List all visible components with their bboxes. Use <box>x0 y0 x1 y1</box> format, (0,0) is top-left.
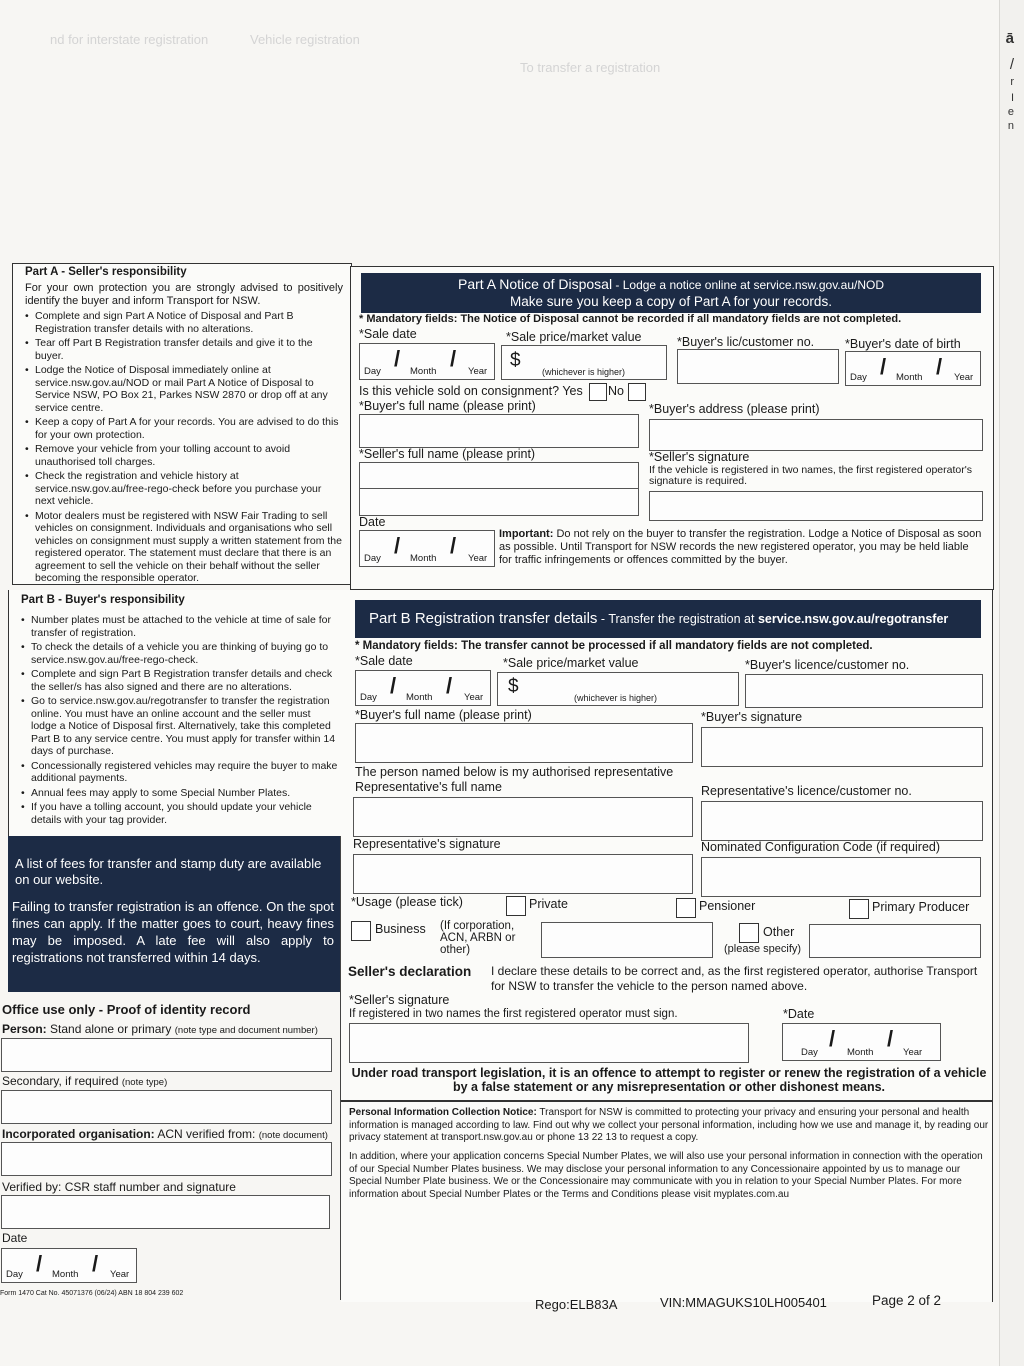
part-a-buyer-lic-field[interactable] <box>677 349 839 384</box>
part-a-bullets <box>23 310 343 587</box>
business-details-field[interactable] <box>541 922 713 958</box>
edge-char: e <box>1007 106 1014 118</box>
part-a-seller-name-field[interactable] <box>359 462 639 490</box>
page-number: Page 2 of 2 <box>872 1293 942 1308</box>
list-item: • Go to service.nsw.gov.au/regotransfer to transfer the registration online. You must have an online account and the seller must lodge a Notice of Disposal first. Alternatively, take this completed Part B to any service centre. You must apply for transfer within 14 days of purchase. <box>19 695 339 758</box>
office-date-field[interactable]: Day / Month / Year <box>1 1248 137 1283</box>
office-date-label: Date <box>2 1231 28 1245</box>
office-use-section <box>0 998 340 1298</box>
consignment-no-label: No <box>608 384 624 398</box>
next-page-edge <box>999 0 1024 1366</box>
rep-sig-field[interactable] <box>353 854 693 894</box>
bleed-through-text: Vehicle registration <box>250 32 360 47</box>
rep-lic-label: Representative's licence/customer no. <box>701 784 912 798</box>
buyer-lic-label: *Buyer's lic/customer no. <box>677 335 815 349</box>
pensioner-label: Pensioner <box>699 899 756 913</box>
part-a-seller-sig-field[interactable] <box>649 491 983 521</box>
part-a-left-title: Part A - Seller's responsibility <box>25 266 187 278</box>
part-a-intro: For your own protection you are strongly advised to positively identify the buyer and inform Transport for NSW. <box>25 282 343 307</box>
form-number: Form 1470 Cat No. 45071376 (06/24) ABN 18 804 239 602 <box>0 1290 184 1297</box>
b-buyer-sig-label: *Buyer's signature <box>701 710 803 724</box>
part-a-notice-of-disposal <box>350 266 994 590</box>
important-note: Important: Do not rely on the buyer to transfer the registration. Lodge a Notice of Disposal as soon as possible. Until Transport for NSW records the new registered operator, you may be held liable for traffic infringements or offences committed by the buyer. <box>499 528 982 566</box>
primary-producer-checkbox[interactable] <box>849 899 869 919</box>
part-b-buyer-lic-field[interactable] <box>745 674 983 708</box>
part-a-sale-date-field[interactable]: Day / Month / Year <box>359 343 495 380</box>
seller-declaration-title: Seller's declaration <box>348 964 472 979</box>
vin-number: VIN:MMAGUKS10LH005401 <box>660 1295 827 1310</box>
verified-field[interactable] <box>1 1195 330 1229</box>
private-checkbox[interactable] <box>506 896 526 916</box>
list-item: • Complete and sign Part B Registration transfer details and check the seller/s has also signed and there are no alterations. <box>19 668 339 693</box>
offence-note: Failing to transfer registration is an offence. On the spot fines can apply. If the matter goes to court, heavy fines may be imposed. A late fee will also apply to registrations not transferred within 14 days. <box>12 899 334 965</box>
business-checkbox[interactable] <box>351 921 371 941</box>
part-a-header: Part A Notice of Disposal - Lodge a notice online at service.nsw.gov.au/NOD Make sure you keep a copy of Part A for your records. <box>361 273 981 313</box>
rep-sig-label: Representative's signature <box>353 837 501 851</box>
privacy-notice <box>341 1100 993 1302</box>
config-code-label: Nominated Configuration Code (if required) <box>701 840 941 854</box>
list-item: • Lodge the Notice of Disposal immediately online at service.nsw.gov.au/NOD or mail Part A Notice of Disposal to Service NSW, PO Box 21, Parkes NSW 2870 or drop off at any service centre. <box>23 364 343 414</box>
part-a-date-label: Date <box>359 515 386 529</box>
pensioner-checkbox[interactable] <box>676 898 696 918</box>
person-label: Person: Stand alone or primary (note type and document number) <box>2 1022 318 1036</box>
consignment-no-checkbox[interactable] <box>628 383 646 401</box>
seller-declaration-text: I declare these details to be correct and, as the first registered operator, authorise Transport for NSW to transfer the vehicle to the person named above. <box>491 964 978 993</box>
bleed-through-text: nd for interstate registration <box>50 32 209 47</box>
part-b-registration-transfer <box>341 590 993 1100</box>
office-use-title: Office use only - Proof of identity record <box>2 1002 251 1017</box>
list-item: • To check the details of a vehicle you are thinking of buying go to service.nsw.gov.au/free-rego-check. <box>19 641 339 666</box>
seller-sig-note: If the vehicle is registered in two names, the first registered operator's signature is required. <box>649 464 972 487</box>
incorp-label: Incorporated organisation: ACN verified from: (note document) <box>2 1127 328 1141</box>
usage-label: *Usage (please tick) <box>351 895 463 909</box>
part-b-sale-date-field[interactable]: Day / Month / Year <box>355 670 491 706</box>
list-item: • Motor dealers must be registered with NSW Fair Trading to sell vehicles on consignment. Individuals and organisations who sell vehicles on consignment must supply a written statement from the registered operator. The statement must declare that there is an agreement to sell the vehicle on their behalf without the seller becoming the responsible operator. <box>23 510 343 585</box>
buyer-name-label: *Buyer's full name (please print) <box>359 399 536 413</box>
part-b-bullets <box>19 614 339 828</box>
part-b-buyer-responsibility <box>8 590 342 836</box>
config-code-field[interactable] <box>701 857 981 897</box>
consignment-yes-checkbox[interactable] <box>589 383 607 401</box>
incorp-field[interactable] <box>1 1142 332 1176</box>
b-seller-sig-label: *Seller's signature <box>349 993 450 1007</box>
part-b-mandatory: * Mandatory fields: The transfer cannot be processed if all mandatory fields are not completed. <box>355 640 873 652</box>
part-a-buyer-address-field[interactable] <box>649 419 983 451</box>
edge-char: r <box>1010 76 1014 88</box>
part-b-sale-price-field[interactable]: $ (whichever is higher) <box>497 672 739 706</box>
sale-date-label: *Sale date <box>359 327 417 341</box>
consignment-question: Is this vehicle sold on consignment? Yes <box>359 384 583 398</box>
rep-intro: The person named below is my authorised representative <box>355 765 674 779</box>
seller-sig-label: *Seller's signature <box>649 450 750 464</box>
bleed-through-text: To transfer a registration <box>520 60 661 75</box>
seller-name-label: *Seller's full name (please print) <box>359 447 536 461</box>
b-sale-price-label: *Sale price/market value <box>503 656 639 670</box>
part-a-seller-name-field-2[interactable] <box>359 488 639 516</box>
list-item: • Concessionally registered vehicles may require the buyer to make additional payments. <box>19 760 339 785</box>
false-statement-warning: Under road transport legislation, it is an offence to attempt to register or renew the registration of a vehicle by a false statement or any misrepresentation or other dishonest means. <box>351 1066 987 1094</box>
b-sale-date-label: *Sale date <box>355 654 413 668</box>
privacy-text-2: In addition, where your application concerns Special Number Plates, we will also use your personal information in connection with the operation of our Special Number Plates business. We may disclose your personal information to any Concessionaire appointed by us to manage our Special Number Plate business. We or the Concessionaire may communicate with you in relation to your Special Number Plates. For more information about Special Number Plates or the Terms and Conditions please visit myplates.com.au <box>349 1151 983 1200</box>
secondary-field[interactable] <box>1 1090 332 1124</box>
edge-char: / <box>1009 56 1014 73</box>
buyer-dob-label: *Buyer's date of birth <box>845 337 961 351</box>
b-seller-sig-note: If registered in two names the first registered operator must sign. <box>349 1008 678 1020</box>
verified-label: Verified by: CSR staff number and signature <box>2 1180 236 1194</box>
other-label: Other <box>763 925 795 939</box>
part-a-seller-responsibility <box>12 263 352 585</box>
list-item: • Number plates must be attached to the vehicle at time of sale for transfer of registration. <box>19 614 339 639</box>
part-b-left-title: Part B - Buyer's responsibility <box>21 594 185 606</box>
privacy-text: Personal Information Collection Notice: Transport for NSW is committed to protecting your privacy and ensuring your personal and health information is managed according to law. Find out why we collect your personal information, including how we use and manage it, by reading our privacy statement at transport.nsw.gov.au or phone 13 22 13 to request a copy. <box>349 1107 989 1143</box>
part-b-buyer-name-field[interactable] <box>355 723 693 763</box>
b-date-label: *Date <box>783 1007 815 1021</box>
list-item: • Remove your vehicle from your tolling account to avoid unauthorised toll charges. <box>23 443 343 468</box>
b-buyer-name-label: *Buyer's full name (please print) <box>355 708 532 722</box>
secondary-label: Secondary, if required (note type) <box>2 1074 168 1088</box>
edge-char: ā <box>1005 30 1014 47</box>
other-details-field[interactable] <box>809 924 981 958</box>
edge-char: n <box>1007 120 1014 132</box>
private-label: Private <box>529 897 568 911</box>
other-specify: (please specify) <box>724 943 802 955</box>
part-a-mandatory: * Mandatory fields: The Notice of Disposal cannot be recorded if all mandatory fields are not completed. <box>359 313 902 325</box>
fees-note: A list of fees for transfer and stamp duty are available on our website. <box>15 856 322 887</box>
part-b-buyer-sig-field[interactable] <box>701 727 983 767</box>
list-item: • Keep a copy of Part A for your records. You are advised to do this for your own protection. <box>23 416 343 441</box>
list-item: • Tear off Part B Registration transfer details and give it to the buyer. <box>23 337 343 362</box>
part-a-buyer-name-field[interactable] <box>359 414 639 448</box>
rep-name-field[interactable] <box>353 797 693 837</box>
part-a-sale-price-field[interactable]: $ (whichever is higher) <box>501 345 667 380</box>
edge-char: I <box>1010 92 1014 104</box>
other-checkbox[interactable] <box>739 923 759 943</box>
primary-producer-label: Primary Producer <box>872 900 970 914</box>
buyer-address-label: *Buyer's address (please print) <box>649 402 820 416</box>
rep-name-label: Representative's full name <box>355 780 502 794</box>
list-item: • Complete and sign Part A Notice of Disposal and Part B Registration transfer details with no alterations. <box>23 310 343 335</box>
corp-note: (If corporation, ACN, ARBN or other) <box>440 920 516 956</box>
sale-price-label: *Sale price/market value <box>506 330 642 344</box>
b-seller-date-field[interactable]: Day / Month / Year <box>782 1023 941 1061</box>
b-buyer-lic-label: *Buyer's licence/customer no. <box>745 658 910 672</box>
business-label: Business <box>375 922 426 936</box>
fees-info-panel <box>8 836 341 992</box>
rego-number: Rego:ELB83A <box>535 1297 618 1312</box>
list-item: • If you have a tolling account, you should update your vehicle details with your tag provider. <box>19 801 339 826</box>
b-seller-sig-field[interactable] <box>349 1023 749 1063</box>
part-a-buyer-dob-field[interactable]: Day / Month / Year <box>845 351 981 386</box>
part-a-date-field[interactable]: Day / Month / Year <box>359 530 495 567</box>
list-item: • Check the registration and vehicle history at service.nsw.gov.au/free-rego-check before you purchase your next vehicle. <box>23 470 343 508</box>
rep-lic-field[interactable] <box>701 801 983 841</box>
list-item: • Annual fees may apply to some Special Number Plates. <box>19 787 339 800</box>
part-b-header: Part B Registration transfer details - Transfer the registration at service.nsw.gov.au/regotransfer <box>355 600 981 638</box>
person-field[interactable] <box>1 1038 332 1072</box>
